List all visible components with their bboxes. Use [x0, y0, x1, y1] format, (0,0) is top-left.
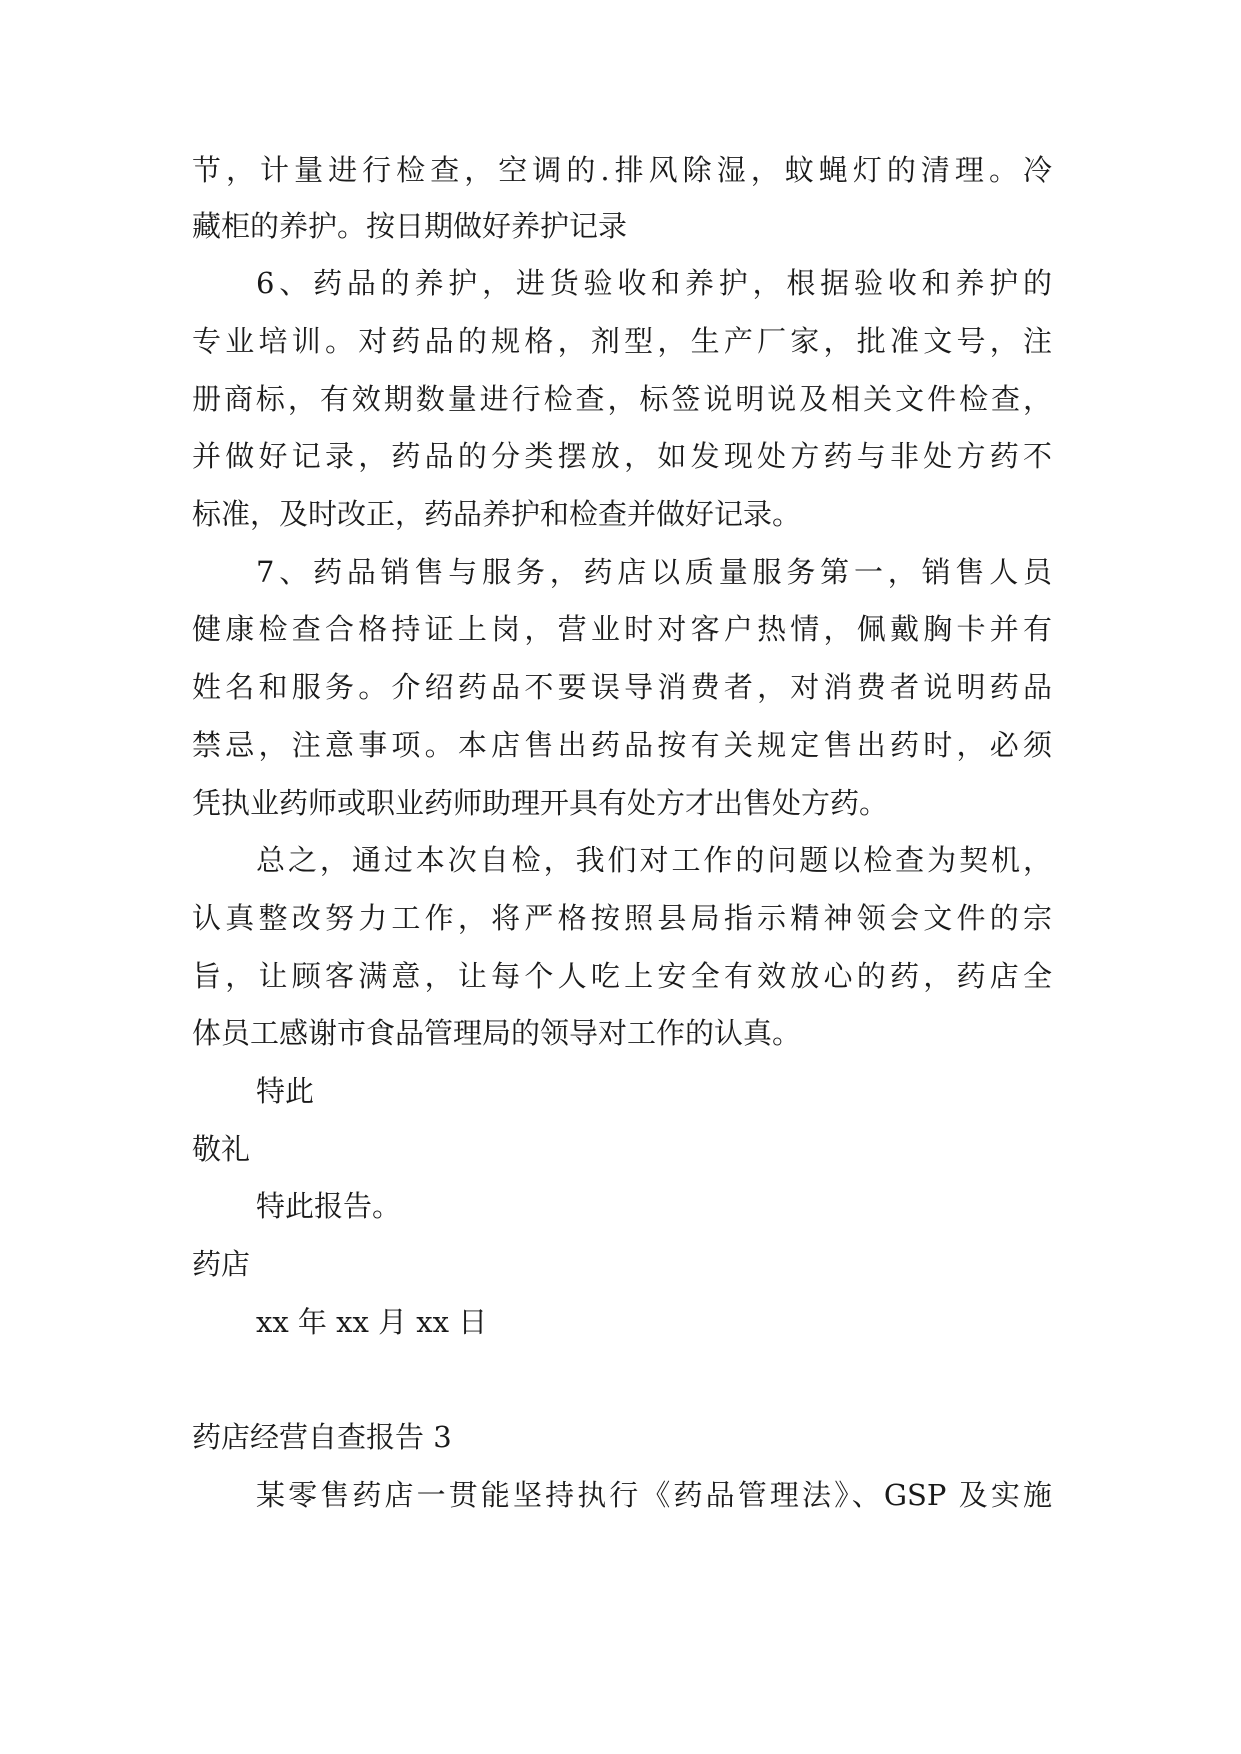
salutation: 敬礼 [192, 1132, 251, 1166]
signature-store: 药店 [192, 1247, 251, 1281]
paragraph-6-start: 6、药品的养护，进货验收和养护，根据验收和养护的 [256, 266, 1052, 300]
body-text-line: 体员工感谢市食品管理局的领导对工作的认真。 [192, 1016, 802, 1050]
paragraph-7-start: 7、药品销售与服务，药店以质量服务第一，销售人员 [256, 555, 1052, 589]
body-text-line: 专业培训。对药品的规格，剂型，生产厂家，批准文号，注 [192, 324, 1052, 358]
body-text-line: 册商标，有效期数量进行检查，标签说明说及相关文件检查， [192, 382, 1052, 416]
body-text-line: 节，计量进行检查，空调的.排风除湿，蚊蝇灯的清理。冷 [192, 153, 1052, 187]
body-text-line: 认真整改努力工作，将严格按照县局指示精神领会文件的宗 [192, 901, 1052, 935]
body-text-line: 凭执业药师或职业药师助理开具有处方才出售处方药。 [192, 786, 889, 820]
summary-paragraph-start: 总之，通过本次自检，我们对工作的问题以检查为契机， [256, 843, 1052, 877]
section-body-start: 某零售药店一贯能坚持执行《药品管理法》、GSP 及实施 [256, 1478, 1052, 1512]
body-text-line: 健康检查合格持证上岗，营业时对客户热情，佩戴胸卡并有 [192, 612, 1052, 646]
body-text-line: 姓名和服务。介绍药品不要误导消费者，对消费者说明药品 [192, 670, 1052, 704]
body-text-line: 旨，让顾客满意，让每个人吃上安全有效放心的药，药店全 [192, 959, 1052, 993]
section-title: 药店经营自查报告 3 [192, 1420, 452, 1454]
body-text-line: 禁忌，注意事项。本店售出药品按有关规定售出药时，必须 [192, 728, 1052, 762]
closing-text: 特此 [256, 1074, 315, 1108]
signature-date: xx 年 xx 月 xx 日 [256, 1305, 488, 1339]
body-text-line: 藏柜的养护。按日期做好养护记录 [192, 209, 628, 243]
body-text-line: 并做好记录，药品的分类摆放，如发现处方药与非处方药不 [192, 439, 1052, 473]
body-text-line: 标准，及时改正，药品养护和检查并做好记录。 [192, 497, 802, 531]
closing-report: 特此报告。 [256, 1189, 402, 1223]
